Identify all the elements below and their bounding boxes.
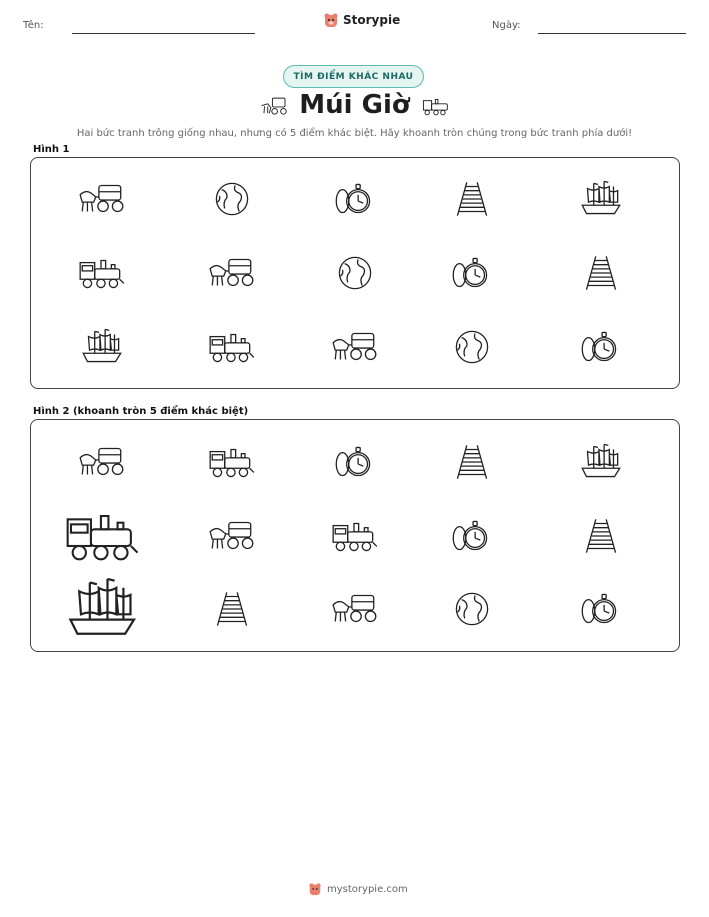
panel2-label: Hình 2 (khoanh tròn 5 điểm khác biệt) — [33, 406, 249, 417]
carriage-icon[interactable] — [206, 516, 258, 556]
picture-panel-2[interactable] — [30, 419, 680, 652]
steam-train-icon[interactable] — [206, 327, 258, 367]
railroad-track-icon[interactable] — [446, 442, 498, 482]
railroad-track-icon[interactable] — [446, 179, 498, 219]
instructions: Hai bức tranh trông giống nhau, nhưng có 5 điểm khác biệt. Hãy khoanh tròn chúng trong bức tranh phía dưới! — [76, 128, 633, 139]
date-line[interactable] — [538, 33, 686, 34]
railroad-track-icon[interactable] — [575, 253, 627, 293]
carriage-icon[interactable] — [329, 327, 381, 367]
name-label: Tên: — [23, 20, 44, 31]
pocket-watch-icon[interactable] — [446, 516, 498, 556]
sailing-ship-icon[interactable] — [575, 179, 627, 219]
steam-train-icon — [420, 95, 452, 117]
footer-url[interactable]: mystorypie.com — [327, 883, 408, 895]
page-title: Múi Giờ — [299, 90, 410, 120]
pocket-watch-icon[interactable] — [575, 589, 627, 629]
name-line[interactable] — [72, 33, 255, 34]
pocket-watch-icon[interactable] — [329, 179, 381, 219]
sailing-ship-icon[interactable] — [76, 327, 128, 367]
carriage-icon[interactable] — [76, 179, 128, 219]
steam-train-icon[interactable] — [76, 253, 128, 293]
globe-icon[interactable] — [446, 589, 498, 629]
storypie-bear-icon — [323, 12, 339, 28]
globe-icon[interactable] — [329, 253, 381, 293]
sailing-ship-icon[interactable] — [58, 575, 146, 643]
carriage-icon[interactable] — [329, 589, 381, 629]
storypie-bear-icon — [308, 882, 322, 896]
footer — [308, 882, 408, 896]
panel1-label: Hình 1 — [33, 144, 70, 155]
pocket-watch-icon[interactable] — [446, 253, 498, 293]
carriage-icon[interactable] — [76, 442, 128, 482]
steam-train-icon[interactable] — [329, 516, 381, 556]
railroad-track-icon[interactable] — [206, 589, 258, 629]
steam-train-icon[interactable] — [61, 504, 144, 568]
brand-logo — [323, 12, 400, 28]
activity-badge: TÌM ĐIỂM KHÁC NHAU — [283, 65, 424, 88]
carriage-icon[interactable] — [206, 253, 258, 293]
steam-train-icon[interactable] — [206, 442, 258, 482]
pocket-watch-icon[interactable] — [575, 327, 627, 367]
picture-panel-1 — [30, 157, 680, 389]
globe-icon[interactable] — [446, 327, 498, 367]
sailing-ship-icon[interactable] — [575, 442, 627, 482]
brand-name: Storypie — [343, 13, 401, 27]
pocket-watch-icon[interactable] — [329, 442, 381, 482]
date-label: Ngày: — [492, 20, 521, 31]
globe-icon[interactable] — [206, 179, 258, 219]
railroad-track-icon[interactable] — [575, 516, 627, 556]
